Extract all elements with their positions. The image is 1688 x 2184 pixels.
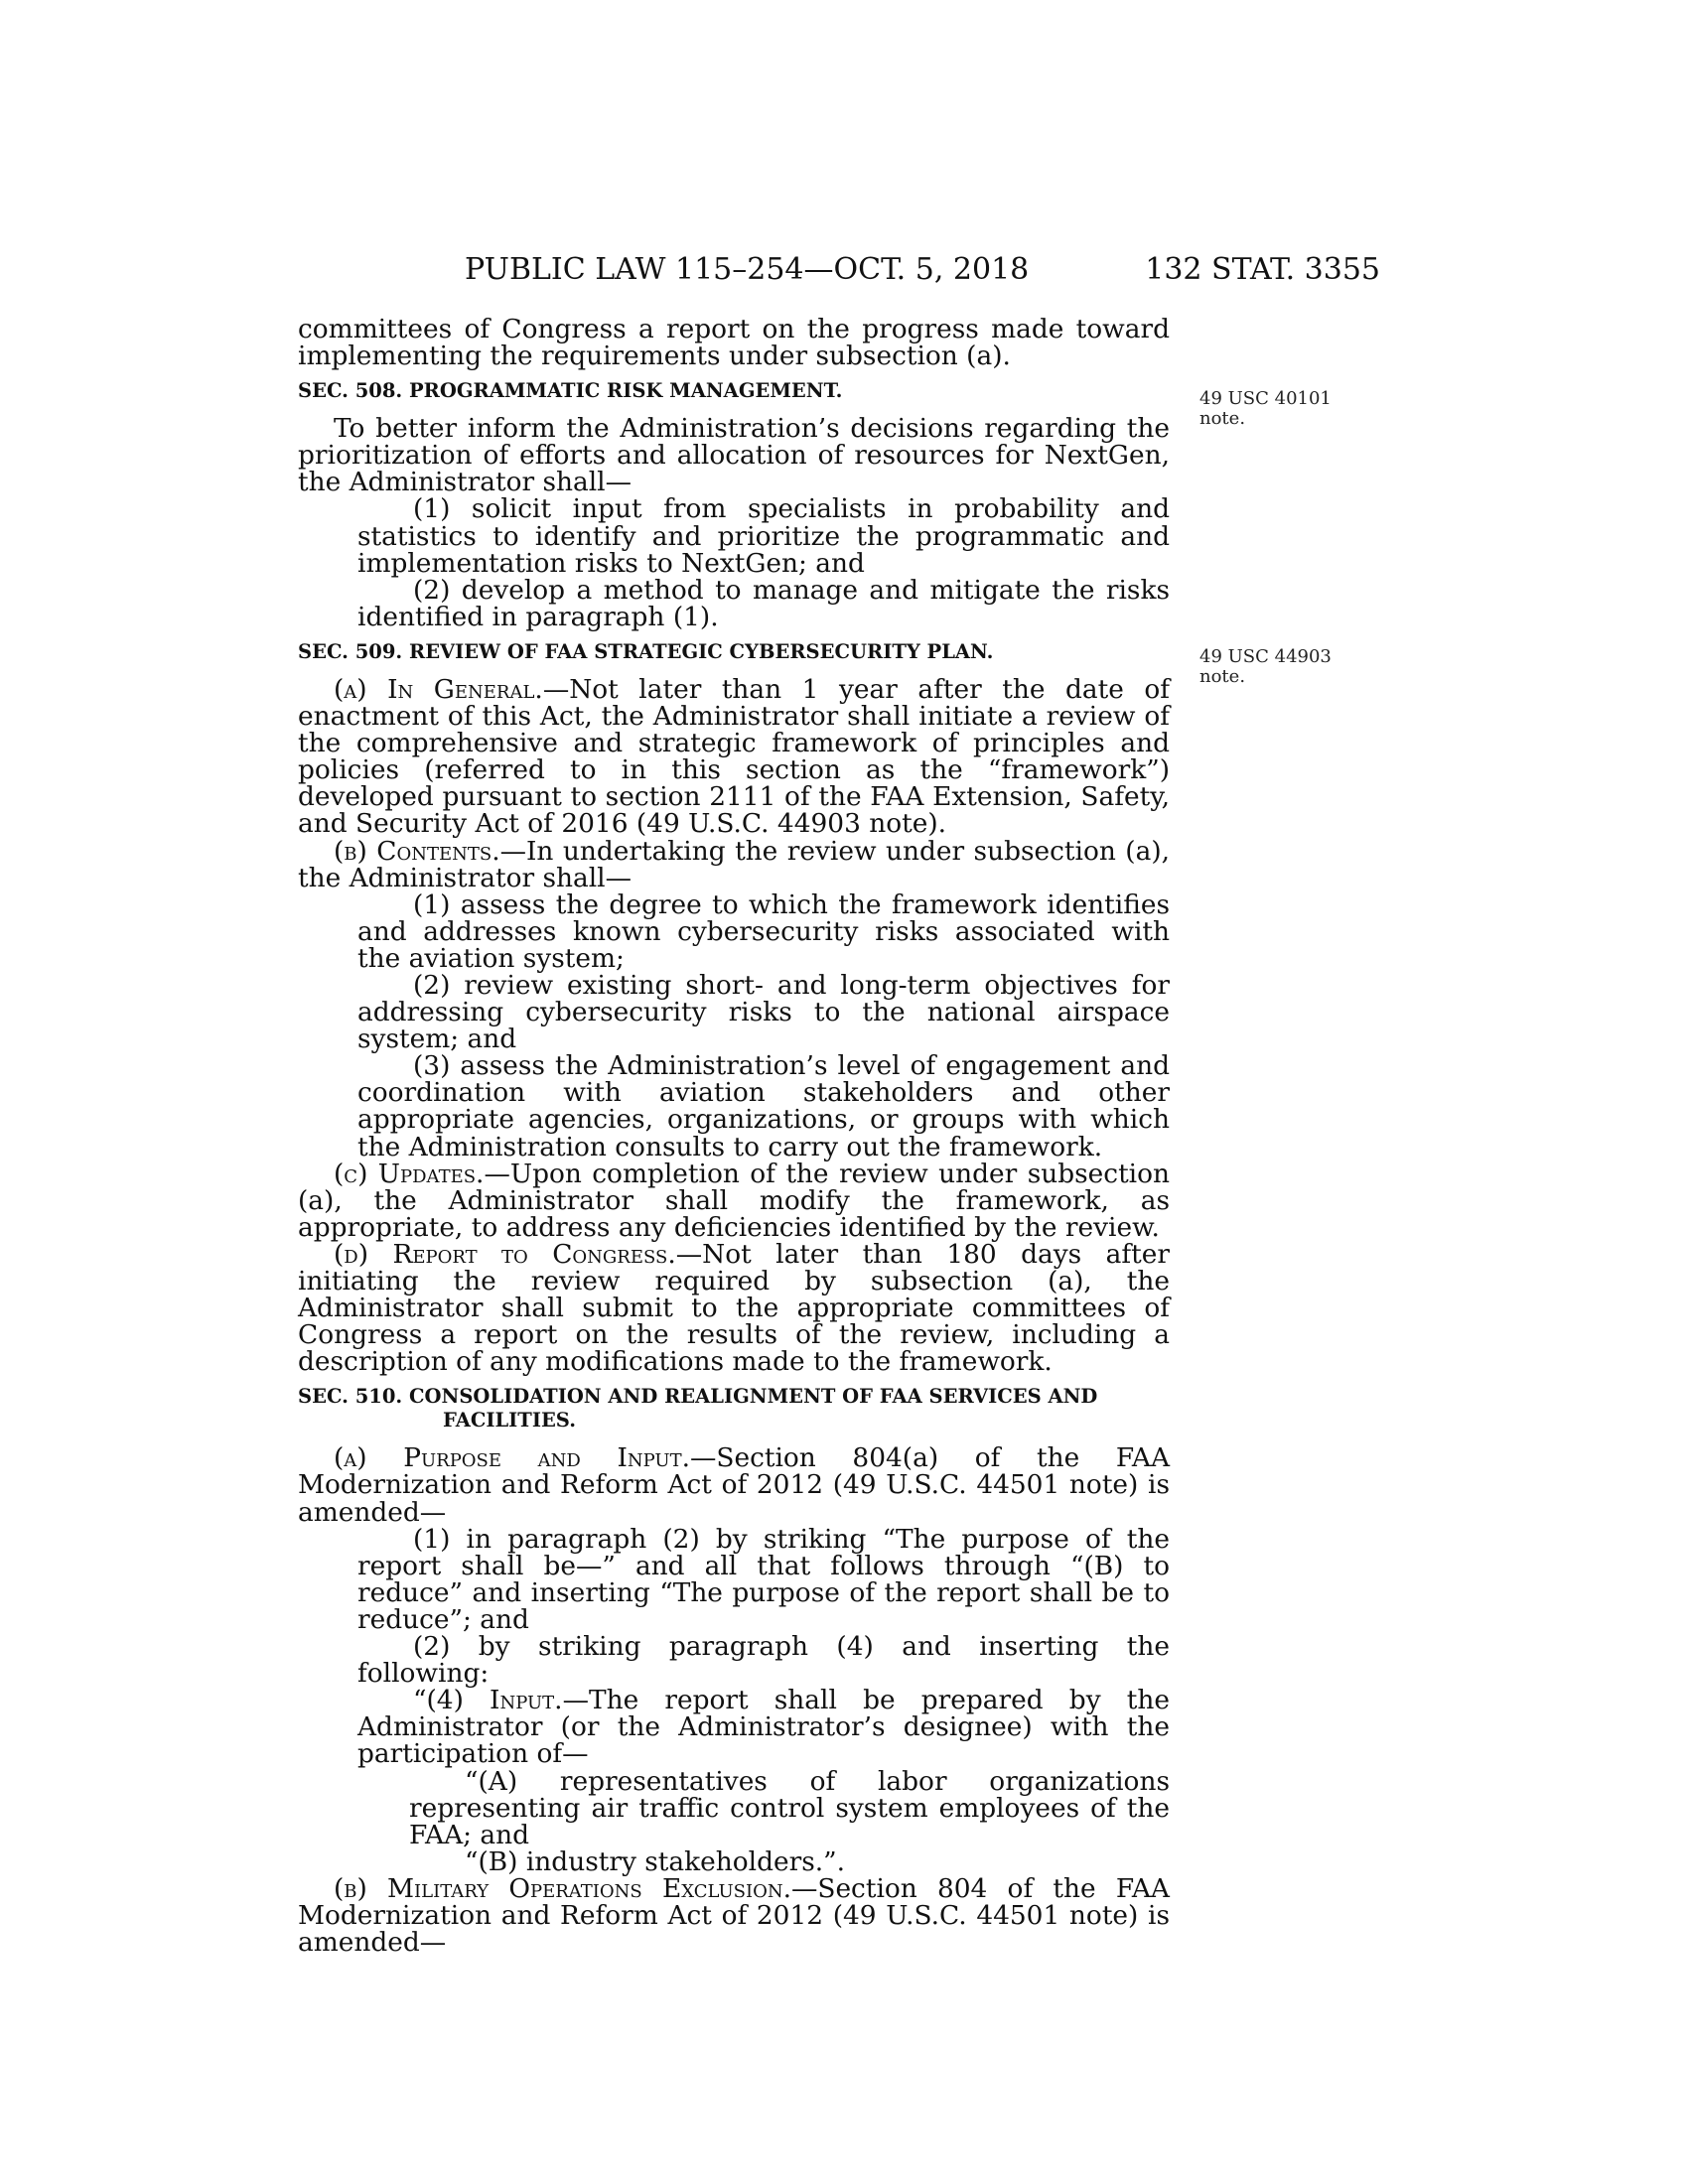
- paragraph: (1) assess the degree to which the framework identifies and addresses known cybersecurity risks associated with the aviation system;: [357, 888, 1170, 974]
- subsection-b: (b) Contents.—In undertaking the review under subsection (a), the Administrator shall—: [298, 835, 1171, 893]
- margin-note-sec508: 49 USC 40101 note.: [1199, 388, 1332, 429]
- paragraph: (3) assess the Administration’s level of engagement and coordination with aviation stakeholders and other appropriate agencies, organizations, or groups with which the Administration consults to carry out the framework.: [357, 1050, 1170, 1162]
- section-heading-509: SEC. 509. REVIEW OF FAA STRATEGIC CYBERSECURITY PLAN.: [298, 639, 994, 663]
- quoted-subparagraph: “(A) representatives of labor organizations representing air traffic control system employees of the FAA; and: [409, 1765, 1170, 1850]
- running-head: PUBLIC LAW 115–254—OCT. 5, 2018: [465, 252, 1030, 287]
- quoted-subparagraph: “(B) industry stakeholders.”.: [465, 1845, 846, 1877]
- subsection-c: (c) Updates.—Upon completion of the review under subsection (a), the Administrator shall modify the framework, as appropriate, to address any deficiencies identified by the review.: [298, 1158, 1170, 1243]
- section-heading-508: SEC. 508. PROGRAMMATIC RISK MANAGEMENT.: [298, 379, 843, 403]
- paragraph: (2) develop a method to manage and mitigate the risks identified in paragraph (1).: [357, 574, 1170, 632]
- paragraph: committees of Congress a report on the progress made toward implementing the requirements under subsection (a).: [298, 314, 1170, 372]
- subsection-d: (d) Report to Congress.—Not later than 180 days after initiating the review required by subsection (a), the Administrator shall submit to the appropriate committees of Congress a report on the results of the review, including a description of any modifications made to the framework.: [298, 1238, 1171, 1378]
- paragraph: (1) solicit input from specialists in probability and statistics to identify and prioritize the programmatic and implementation risks to NextGen; and: [357, 493, 1170, 579]
- paragraph: (2) by striking paragraph (4) and inserting the following:: [357, 1631, 1170, 1690]
- page-header: [298, 250, 1380, 290]
- subsection-a: (a) Purpose and Input.—Section 804(a) of the FAA Modernization and Reform Act of 2012 (49 U.S.C. 44501 note) is amended—: [298, 1442, 1170, 1528]
- document-body: [298, 314, 1171, 1959]
- margin-note-sec509: 49 USC 44903 note.: [1199, 646, 1332, 687]
- subsection-b: (b) Military Operations Exclusion.—Section 804 of the FAA Modernization and Reform Act of 2012 (49 U.S.C. 44501 note) is amended—: [298, 1872, 1170, 1959]
- paragraph: (2) review existing short- and long-term objectives for addressing cybersecurity risks to the national airspace system; and: [357, 969, 1170, 1055]
- quoted-paragraph: “(4) Input.—The report shall be prepared by the Administrator (or the Administrator’s designee) with the participation of—: [357, 1685, 1170, 1770]
- statute-page-number: 132 STAT. 3355: [1145, 252, 1380, 287]
- paragraph: (1) in paragraph (2) by striking “The purpose of the report shall be—” and all that follows through “(B) to reduce” and inserting “The purpose of the report shall be to reduce”; and: [357, 1523, 1170, 1635]
- subsection-a: (a) In General.—Not later than 1 year after the date of enactment of this Act, the Administrator shall initiate a review of the comprehensive and strategic framework of principles and policies (referred to in this section as the “framework”) developed pursuant to section 2111 of the FAA Extension, Safety, and Security Act of 2016 (49 U.S.C. 44903 note).: [298, 673, 1170, 840]
- paragraph: To better inform the Administration’s decisions regarding the prioritization of efforts and allocation of resources for NextGen, the Administrator shall—: [298, 413, 1170, 498]
- section-heading-510: SEC. 510. CONSOLIDATION AND REALIGNMENT OF FAA SERVICES AND FACILITIES.: [298, 1385, 1098, 1433]
